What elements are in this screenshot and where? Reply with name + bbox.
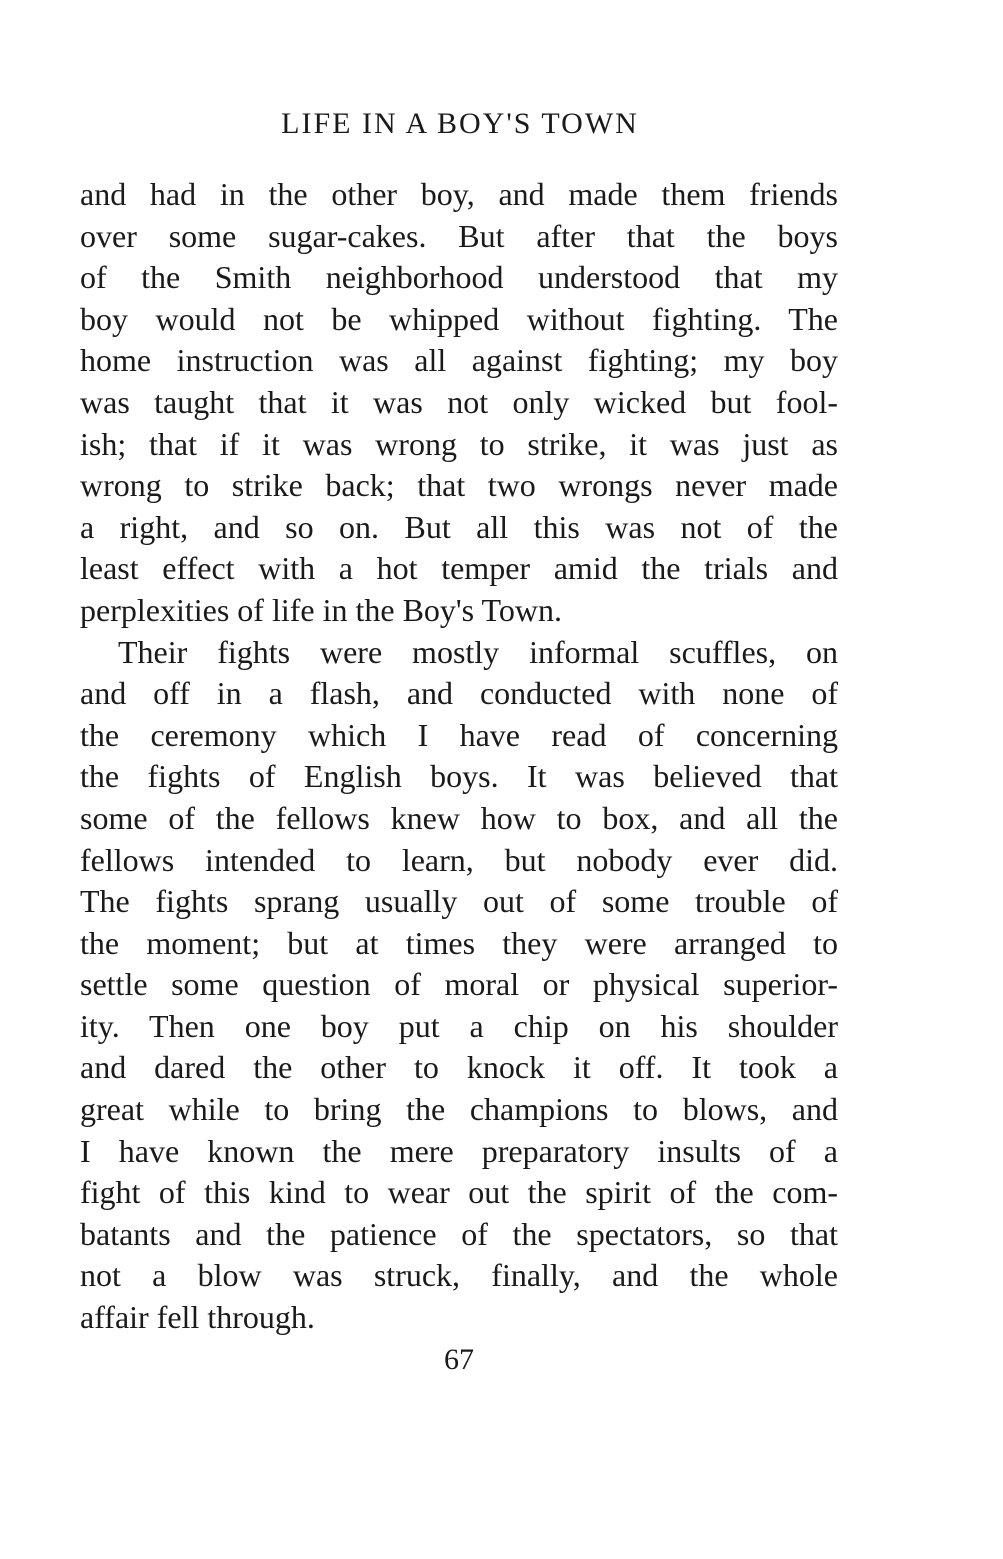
text-line: and dared the other to knock it off. It took a: [80, 1049, 838, 1086]
text-line: fellows intended to learn, but nobody ever did.: [80, 841, 838, 878]
running-head: LIFE IN A BOY'S TOWN: [281, 107, 639, 140]
text-line: over some sugar-cakes. But after that the boys: [80, 217, 838, 254]
text-line: ish; that if it was wrong to strike, it was just as: [80, 425, 838, 462]
text-line: some of the fellows knew how to box, and all the: [80, 799, 838, 836]
text-line: great while to bring the champions to blows, and: [80, 1091, 838, 1128]
text-line: and had in the other boy, and made them friends: [80, 176, 838, 212]
text-line: perplexities of life in the Boy's Town.: [80, 591, 562, 628]
text-line: fight of this kind to wear out the spirit of the com-: [80, 1174, 838, 1211]
text-line: I have known the mere preparatory insults of a: [80, 1132, 838, 1169]
text-line: the fights of English boys. It was believed that: [80, 758, 838, 795]
text-line: and off in a flash, and conducted with none of: [80, 675, 838, 712]
text-line: a right, and so on. But all this was not of the: [80, 508, 838, 545]
text-line: settle some question of moral or physical superior-: [80, 966, 838, 1003]
text-line: not a blow was struck, finally, and the whole: [80, 1257, 838, 1294]
text-line: Their fights were mostly informal scuffles, on: [118, 633, 838, 670]
text-line: home instruction was all against fighting; my boy: [80, 342, 838, 379]
body-text: [80, 174, 838, 1339]
text-line: The fights sprang usually out of some trouble of: [80, 883, 838, 920]
text-line: of the Smith neighborhood understood that my: [80, 259, 838, 296]
text-line: affair fell through.: [80, 1299, 315, 1336]
text-line: was taught that it was not only wicked but fool-: [80, 383, 838, 420]
text-line: least effect with a hot temper amid the trials and: [80, 550, 838, 587]
text-line: batants and the patience of the spectators, so that: [80, 1215, 838, 1252]
text-line: boy would not be whipped without fighting. The: [80, 300, 838, 337]
text-line: ity. Then one boy put a chip on his shoulder: [80, 1007, 838, 1044]
page-number: 67: [444, 1343, 474, 1376]
text-line: the moment; but at times they were arranged to: [80, 924, 838, 961]
text-line: wrong to strike back; that two wrongs never made: [80, 467, 838, 504]
text-line: the ceremony which I have read of concerning: [80, 716, 838, 753]
